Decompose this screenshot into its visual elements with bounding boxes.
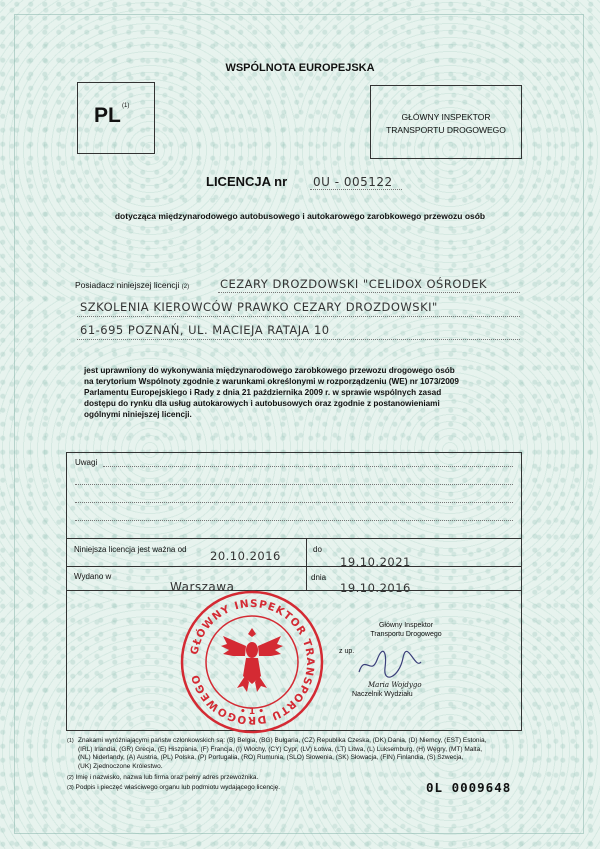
stamp-ring-text: GŁÓWNY INSPEKTOR TRANSPORTU DROGOWEGO	[188, 597, 317, 727]
signature-line-1: Główny Inspektor	[378, 622, 434, 629]
issued-in-value: Warszawa	[170, 580, 235, 594]
holder-line-2-rule	[77, 316, 520, 317]
footnote-2-text: Imię i nazwisko, nazwa lub firma oraz pełny adres przewoźnika.	[75, 774, 259, 781]
table-divider-1	[66, 538, 522, 539]
entitlement-line-2: na terytorium Wspólnoty zgodnie z warunkami określonymi w rozporządzeniu (WE) nr 1073/2009	[84, 377, 459, 386]
country-code-footnote: (1)	[122, 103, 130, 109]
valid-from-label: Niniejsza licencja jest ważna od	[74, 545, 187, 554]
footnote-1-line-3: (NL) Niderlandy, (A) Austria, (PL) Polska, (P) Portugalia, (RO) Rumunia, (SLO) Słowenia, (SK) Słowacja, (FIN) Finlandia, (S) Szwecja,	[78, 754, 464, 761]
entitlement-text	[84, 365, 459, 420]
valid-to-value: 19.10.2021	[340, 555, 411, 569]
signature-line-2: Transportu Drogowego	[370, 631, 442, 638]
holder-line-1: CEZARY DROZDOWSKI "CELIDOX OŚRODEK	[220, 277, 488, 291]
remarks-rule-2	[75, 484, 513, 485]
country-code-box	[77, 82, 155, 154]
footnote-1-line-4: (UK) Zjednoczone Królestwo.	[78, 762, 163, 770]
holder-line-1-rule	[218, 292, 520, 293]
valid-from-value: 20.10.2016	[210, 549, 281, 563]
holder-line-3: 61-695 POZNAŃ, UL. MACIEJA RATAJA 10	[80, 323, 330, 337]
eagle-emblem-icon	[221, 628, 283, 692]
license-number: 0U - 005122	[313, 175, 393, 189]
footnote-1	[67, 737, 537, 771]
footnote-3-text: Podpis i pieczęć właściwego organu lub podmiotu wydającego licencję.	[75, 784, 281, 791]
remarks-rule-1	[103, 466, 513, 467]
entitlement-line-5: ogólnymi niniejszej licencji.	[84, 410, 192, 419]
footnote-2	[67, 774, 258, 783]
footnote-1-line-2: (IRL) Irlandia, (GR) Grecja, (E) Hiszpania, (F) Francja, (I) Włochy, (CY) Cypr, (LV) Łotwa, (LT) Litwa, (L) Luksemburg, (H) Węgry, (MT) Malta,	[78, 745, 483, 753]
stamp-number: • 1 •	[239, 707, 265, 717]
entitlement-line-4: dostępu do rynku dla usług autokarowych i autobusowych oraz zgodnie z postanowieniami	[84, 399, 440, 408]
license-subtitle: dotycząca międzynarodowego autobusowego i autokarowego zarobkowego przewozu osób	[114, 211, 486, 221]
footnote-1-mark: (1)	[67, 738, 74, 744]
handwritten-signature	[355, 648, 425, 682]
serial-number: 0L 0009648	[426, 780, 512, 795]
issued-in-label: Wydano w	[74, 572, 112, 581]
footnote-3-mark: (3)	[67, 785, 74, 791]
authority-line-2: TRANSPORTU DROGOWEGO	[386, 125, 506, 135]
signatory-position: Naczelnik Wydziału	[352, 691, 413, 698]
valid-to-label: do	[313, 545, 322, 554]
holder-footnote: (2)	[181, 284, 190, 290]
signatory-name: Maria Wojdygo	[368, 681, 422, 689]
issue-date-value: 19.10.2016	[340, 581, 411, 595]
holder-label-text: Posiadacz niniejszej licencji	[75, 280, 180, 290]
holder-line-3-rule	[77, 339, 520, 340]
remarks-rule-3	[75, 502, 513, 503]
authority-line-1: GŁÓWNY INSPEKTOR	[401, 112, 491, 122]
holder-line-2: SZKOLENIA KIEROWCÓW PRAWKO CEZARY DROZDOWSKI"	[80, 300, 438, 314]
document-header-title: WSPÓLNOTA EUROPEJSKA	[225, 62, 375, 74]
remarks-label: Uwagi	[75, 458, 98, 467]
authority-box	[370, 85, 522, 159]
official-stamp	[177, 588, 327, 736]
license-number-line	[310, 189, 402, 190]
holder-label	[75, 280, 189, 290]
signature-authority	[346, 621, 466, 639]
footnote-1-line-1: Znakami wyróżniającymi państw członkowskich są: (B) Belgia, (BG) Bułgaria, (CZ) Republika Czeska, (DK) Dania, (D) Niemcy, (EST) Estonia,	[78, 737, 487, 744]
entitlement-line-1: jest uprawniony do wykonywania międzynarodowego zarobkowego przewozu drogowego osób	[84, 366, 455, 375]
table-divider-2	[66, 566, 522, 567]
footnote-2-mark: (2)	[67, 775, 74, 781]
country-code: PL	[94, 104, 121, 127]
signature-zup: z up.	[339, 648, 355, 655]
table-divider-vertical	[306, 538, 307, 590]
issue-date-label: dnia	[311, 573, 327, 582]
license-title: LICENCJA nr	[206, 174, 288, 189]
remarks-rule-4	[75, 520, 513, 521]
footnote-3	[67, 784, 280, 793]
entitlement-line-3: Parlamentu Europejskiego i Rady z dnia 21 października 2009 r. w sprawie wspólnych zasad	[84, 388, 442, 397]
